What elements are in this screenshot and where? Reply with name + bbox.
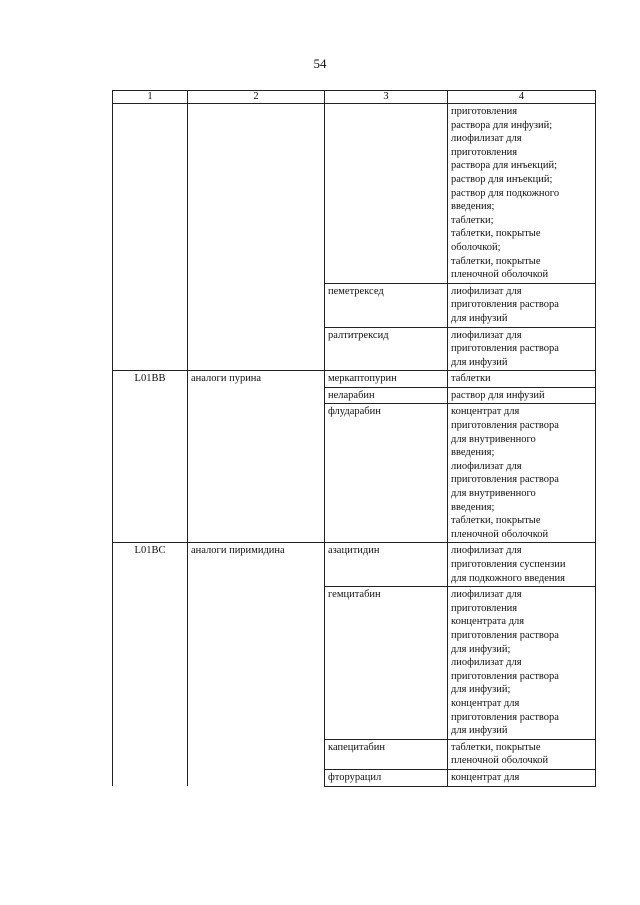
table-row: [113, 283, 596, 327]
drug-name-cell: неларабин: [325, 387, 448, 404]
dosage-form-cell: [448, 371, 596, 388]
medications-table: [112, 90, 596, 787]
drug-name-cell: ралтитрексид: [325, 327, 448, 371]
group-cell: [188, 739, 325, 769]
dosage-form-cell: [448, 404, 596, 543]
dosage-form-line: приготовления: [451, 106, 518, 117]
page-number: 54: [313, 56, 327, 71]
dosage-form-cell: [448, 327, 596, 371]
table-row: [113, 404, 596, 543]
group-cell: аналоги пурина: [188, 371, 325, 388]
dosage-form-line: лиофилизат для: [451, 545, 522, 557]
table-row: [113, 739, 596, 769]
dosage-form-line: концентрат для: [451, 697, 520, 709]
table-row: [113, 104, 596, 284]
drug-name-cell: капецитабин: [325, 739, 448, 769]
dosage-form-line: пленочной оболочкой: [451, 269, 549, 281]
dosage-form-line: для инфузий: [451, 725, 508, 737]
atc-code-cell: L01BC: [113, 543, 188, 587]
dosage-form-line: приготовления раствора: [451, 474, 559, 486]
dosage-form-line: таблетки: [451, 373, 491, 385]
drug-name-cell: фторурацил: [325, 769, 448, 786]
dosage-form-line: для инфузий;: [451, 643, 511, 655]
dosage-form-line: оболочкой;: [451, 241, 501, 253]
dosage-form-line: раствора для инъекций;: [451, 160, 558, 172]
dosage-form-cell: [448, 387, 596, 404]
atc-code-cell: [113, 327, 188, 371]
dosage-form-cell: [448, 104, 596, 284]
drug-name-cell: азацитидин: [325, 543, 448, 587]
dosage-form-line: введения;: [451, 447, 495, 459]
dosage-form-line: таблетки;: [451, 214, 494, 226]
atc-code-cell: [113, 587, 188, 740]
dosage-form-line: концентрат для: [451, 406, 520, 418]
dosage-form-line: пленочной оболочкой: [451, 528, 549, 540]
dosage-form-line: таблетки, покрытые: [451, 228, 541, 240]
dosage-form-line: приготовления суспензии: [451, 559, 566, 570]
dosage-form-line: таблетки, покрытые: [451, 515, 541, 527]
dosage-form-line: для подкожного введения: [451, 572, 565, 584]
dosage-form-line: приготовления раствора: [451, 420, 559, 432]
dosage-form-line: для внутривенного: [451, 488, 536, 500]
column-header: 3: [325, 91, 448, 104]
group-cell: [188, 327, 325, 371]
dosage-form-cell: [448, 543, 596, 587]
dosage-form-line: пленочной оболочкой: [451, 755, 549, 767]
atc-code-cell: [113, 104, 188, 284]
drug-name-cell: меркаптопурин: [325, 371, 448, 388]
dosage-form-cell: [448, 769, 596, 786]
dosage-form-line: концентрата для: [451, 616, 525, 628]
table-row: [113, 543, 596, 587]
dosage-form-line: приготовления раствора: [451, 711, 559, 723]
group-cell: аналоги пиримидина: [188, 543, 325, 587]
drug-name-cell: пеметрексед: [325, 283, 448, 327]
atc-code-cell: [113, 387, 188, 404]
dosage-form-line: для инфузий: [451, 312, 508, 324]
dosage-form-line: концентрат для: [451, 771, 520, 783]
dosage-form-line: раствор для инфузий: [451, 389, 545, 401]
drug-name-cell: гемцитабин: [325, 587, 448, 740]
dosage-form-line: приготовления раствора: [451, 299, 559, 311]
group-cell: [188, 404, 325, 543]
dosage-form-cell: [448, 587, 596, 740]
atc-code-cell: [113, 739, 188, 769]
atc-code-cell: [113, 283, 188, 327]
table-row: [113, 327, 596, 371]
dosage-form-line: введения;: [451, 501, 495, 513]
dosage-form-line: приготовления: [451, 146, 518, 158]
dosage-form-cell: [448, 283, 596, 327]
group-cell: [188, 387, 325, 404]
dosage-form-cell: [448, 739, 596, 769]
drug-name-cell: флударабин: [325, 404, 448, 543]
dosage-form-line: лиофилизат для: [451, 657, 522, 669]
dosage-form-line: приготовления: [451, 602, 518, 614]
dosage-form-line: лиофилизат для: [451, 589, 522, 601]
dosage-form-line: таблетки, покрытые: [451, 255, 541, 267]
table-header-row: [113, 91, 596, 104]
group-cell: [188, 283, 325, 327]
table-row: [113, 587, 596, 740]
table-row: [113, 769, 596, 786]
column-header: 2: [188, 91, 325, 104]
atc-code-cell: L01BB: [113, 371, 188, 388]
dosage-form-line: приготовления раствора: [451, 629, 559, 641]
dosage-form-line: приготовления раствора: [451, 343, 559, 355]
dosage-form-line: раствор для подкожного: [451, 187, 560, 199]
dosage-form-line: для инфузий: [451, 356, 508, 368]
dosage-form-line: введения;: [451, 201, 495, 213]
dosage-form-line: лиофилизат для: [451, 133, 522, 145]
atc-code-cell: [113, 769, 188, 786]
dosage-form-line: лиофилизат для: [451, 285, 522, 297]
column-header: 4: [448, 91, 596, 104]
dosage-form-line: лиофилизат для: [451, 329, 522, 341]
table-row: [113, 387, 596, 404]
dosage-form-line: приготовления раствора: [451, 670, 559, 682]
dosage-form-line: для инфузий;: [451, 684, 511, 696]
dosage-form-line: раствор для инъекций;: [451, 173, 553, 185]
dosage-form-line: для внутривенного: [451, 433, 536, 445]
group-cell: [188, 769, 325, 786]
table-row: [113, 371, 596, 388]
group-cell: [188, 104, 325, 284]
drug-name-cell: [325, 104, 448, 284]
group-cell: [188, 587, 325, 740]
dosage-form-line: таблетки, покрытые: [451, 741, 541, 753]
dosage-form-line: лиофилизат для: [451, 460, 522, 472]
atc-code-cell: [113, 404, 188, 543]
dosage-form-line: раствора для инфузий;: [451, 119, 553, 131]
column-header: 1: [113, 91, 188, 104]
